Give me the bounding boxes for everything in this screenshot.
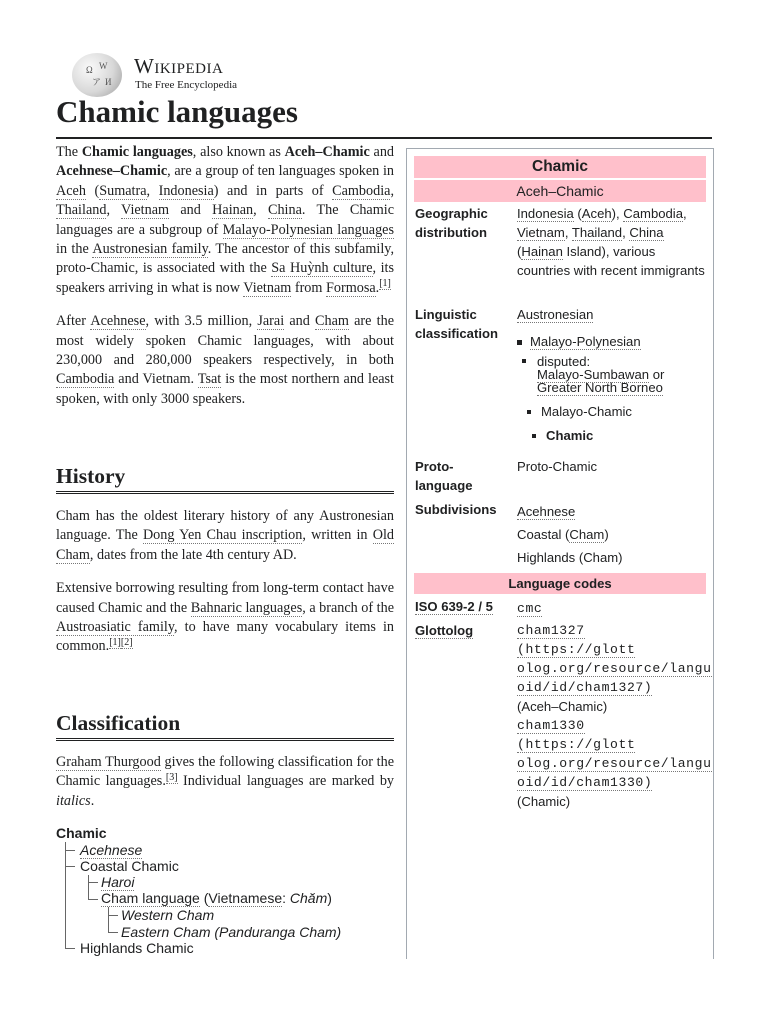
geo-value: Indonesia (Aceh), Cambodia, Vietnam, Thailand, China (Hainan Island), various countries with recent immigrants	[517, 206, 705, 278]
intro-section	[56, 143, 394, 423]
intro-paragraph-2: After Acehnese, with 3.5 million, Jarai and Cham are the most widely spoken Chamic languages, with about 230,000 and 280,000 speakers respectively, in both Cambodia and Vietnam. Tsat is the most northern and least spoken, with only 3000 speakers.	[56, 313, 394, 407]
sub-coastal: Coastal (Cham)	[517, 527, 609, 542]
inline-link[interactable]: Aceh	[56, 182, 86, 199]
tree-highlands: Highlands Chamic	[80, 940, 194, 956]
inline-link[interactable]: Cham	[315, 313, 349, 330]
inline-link[interactable]: China	[268, 202, 302, 219]
inline-link[interactable]: Old Cham	[56, 527, 394, 563]
infobox	[406, 148, 714, 959]
ling-label: Linguistic classification	[415, 307, 498, 341]
inline-link[interactable]: Malayo-Polynesian languages	[222, 221, 394, 238]
tree-western-cham: Western Cham	[121, 907, 215, 923]
inline-link[interactable]: Cambodia	[623, 206, 683, 221]
proto-value: Proto-Chamic	[517, 459, 598, 474]
ling-chamic: Chamic	[517, 426, 709, 445]
infobox-subtitle: Aceh–Chamic	[414, 180, 706, 202]
ling-disputed: disputed: Malayo-Sumbawan or Greater North Borneo	[517, 355, 709, 394]
sub-highlands: Highlands (Cham)	[517, 550, 623, 565]
inline-link[interactable]: Cambodia	[56, 371, 115, 388]
classification-paragraph: Graham Thurgood gives the following classification for the Chamic languages.[3] Individual languages are marked by italics.	[56, 754, 395, 809]
inline-link[interactable]: Hainan	[212, 202, 254, 219]
bullet-icon	[522, 359, 526, 363]
tree-cham-language[interactable]: Cham language (Vietnamese: Chăm)	[101, 890, 332, 906]
geo-label: Geographic distribution	[415, 206, 488, 240]
bullet-icon	[532, 434, 536, 438]
tree-haroi[interactable]: Haroi	[101, 874, 135, 890]
subdivisions-value	[517, 502, 709, 567]
ling-austronesian[interactable]: Austronesian	[517, 307, 594, 322]
wikipedia-tagline: The Free Encyclopedia	[135, 79, 238, 91]
classification-heading: Classification	[56, 711, 181, 735]
wikipedia-logo[interactable]	[72, 50, 252, 100]
history-paragraph-1: Cham has the oldest literary history of any Austronesian language. The Dong Yen Chau inscription, written in Old Cham, dates from the late 4th century AD.	[56, 508, 394, 563]
glottolog-label[interactable]: Glottolog	[415, 623, 474, 638]
inline-link[interactable]: Vietnam	[243, 279, 292, 296]
inline-link[interactable]: Indonesia	[158, 182, 214, 199]
inline-link[interactable]: Vietnam	[121, 202, 170, 219]
inline-link[interactable]: Sumatra	[99, 182, 147, 199]
tree-line	[65, 842, 66, 948]
history-divider	[56, 491, 394, 497]
tree-branch	[65, 850, 75, 851]
inline-link[interactable]: Austronesian family	[92, 241, 208, 258]
iso-label[interactable]: ISO 639-2 / 5	[415, 599, 493, 614]
inline-link[interactable]: Tsat	[197, 371, 222, 388]
page-title: Chamic languages	[56, 94, 298, 129]
reference-link[interactable]: [2]	[120, 636, 133, 648]
codes-heading: Language codes	[414, 573, 706, 594]
tree-branch	[88, 899, 98, 900]
inline-link[interactable]: China	[629, 225, 664, 240]
glottolog-note-1: (Aceh–Chamic)	[517, 699, 608, 714]
inline-link[interactable]: Hainan	[521, 244, 563, 259]
history-section	[56, 507, 394, 671]
inline-link[interactable]: Formosa	[325, 279, 376, 296]
ling-value	[517, 305, 709, 445]
glottolog-link-1[interactable]: cham1327 (https://glott olog.org/resource/langu oid/id/cham1327)	[517, 623, 712, 695]
inline-link[interactable]: Thailand	[56, 202, 107, 219]
classification-divider	[56, 738, 394, 744]
wikipedia-wordmark: Wikipedia	[134, 54, 224, 78]
sub-acehnese[interactable]: Acehnese	[517, 504, 576, 519]
inline-link[interactable]: Indonesia	[517, 206, 574, 221]
iso-value[interactable]: cmc	[517, 601, 543, 616]
inline-link[interactable]: Jarai	[257, 313, 285, 330]
inline-link[interactable]: Graham Thurgood	[56, 754, 161, 770]
inline-link[interactable]: Sa Huỳnh culture	[271, 260, 373, 277]
reference-link[interactable]: [1]	[109, 636, 121, 648]
inline-link[interactable]: Vietnam	[517, 225, 565, 240]
subdivisions-label: Subdivisions	[415, 502, 497, 517]
tree-branch	[108, 915, 118, 916]
inline-link[interactable]: Thailand	[571, 225, 623, 240]
inline-link[interactable]: Acehnese	[90, 313, 146, 330]
reference-link[interactable]: [3]	[165, 771, 178, 783]
history-heading: History	[56, 464, 126, 488]
tree-branch	[88, 882, 98, 883]
tree-line	[108, 907, 109, 933]
intro-paragraph-1: The Chamic languages, also known as Aceh–Chamic and Acehnese–Chamic, are a group of ten languages spoken in Aceh (Sumatra, Indonesia) and in parts of Cambodia, Thailand, Vietnam and Hainan, China. The Chamic languages are a subgroup of Malayo-Polynesian languages in the Austronesian family. The ancestor of this subfamily, proto-Chamic, is associated with the Sa Huỳnh culture, its speakers arriving in what is now Vietnam from Formosa.[1]	[56, 144, 395, 296]
tree-acehnese[interactable]: Acehnese	[80, 842, 143, 858]
ling-malayo-polynesian[interactable]: Malayo-Polynesian	[517, 332, 709, 351]
infobox-title: Chamic	[414, 156, 706, 178]
glottolog-value	[517, 621, 712, 811]
inline-link[interactable]: Bahnaric languages	[190, 599, 303, 616]
tree-branch	[65, 866, 75, 867]
tree-branch	[65, 948, 75, 949]
history-paragraph-2: Extensive borrowing resulting from long-term contact have caused Chamic and the Bahnaric languages, a branch of the Austroasiatic family, to have many vocabulary items in common.[1][2]	[56, 580, 395, 655]
inline-link[interactable]: Austroasiatic family	[56, 619, 175, 636]
tree-coastal: Coastal Chamic	[80, 858, 179, 874]
glottolog-link-2[interactable]: cham1330 (https://glott olog.org/resource/langu oid/id/cham1330)	[517, 718, 712, 790]
title-divider	[56, 137, 712, 139]
tree-root: Chamic	[56, 825, 107, 841]
wikipedia-globe-icon: Ω W ア И	[72, 53, 122, 97]
tree-eastern-cham: Eastern Cham (Panduranga Cham)	[121, 924, 342, 940]
bullet-icon	[527, 410, 531, 414]
proto-label: Proto-language	[415, 459, 473, 493]
tree-line	[88, 875, 89, 900]
classification-section	[56, 753, 394, 825]
inline-link[interactable]: Cambodia	[332, 182, 391, 199]
inline-link[interactable]: Aceh	[581, 206, 612, 221]
ling-malayo-chamic: Malayo-Chamic	[517, 402, 709, 421]
tree-branch	[108, 932, 118, 933]
reference-link[interactable]: [1]	[379, 278, 391, 290]
glottolog-note-2: (Chamic)	[517, 794, 571, 809]
inline-link[interactable]: Dong Yen Chau inscription	[142, 527, 303, 544]
